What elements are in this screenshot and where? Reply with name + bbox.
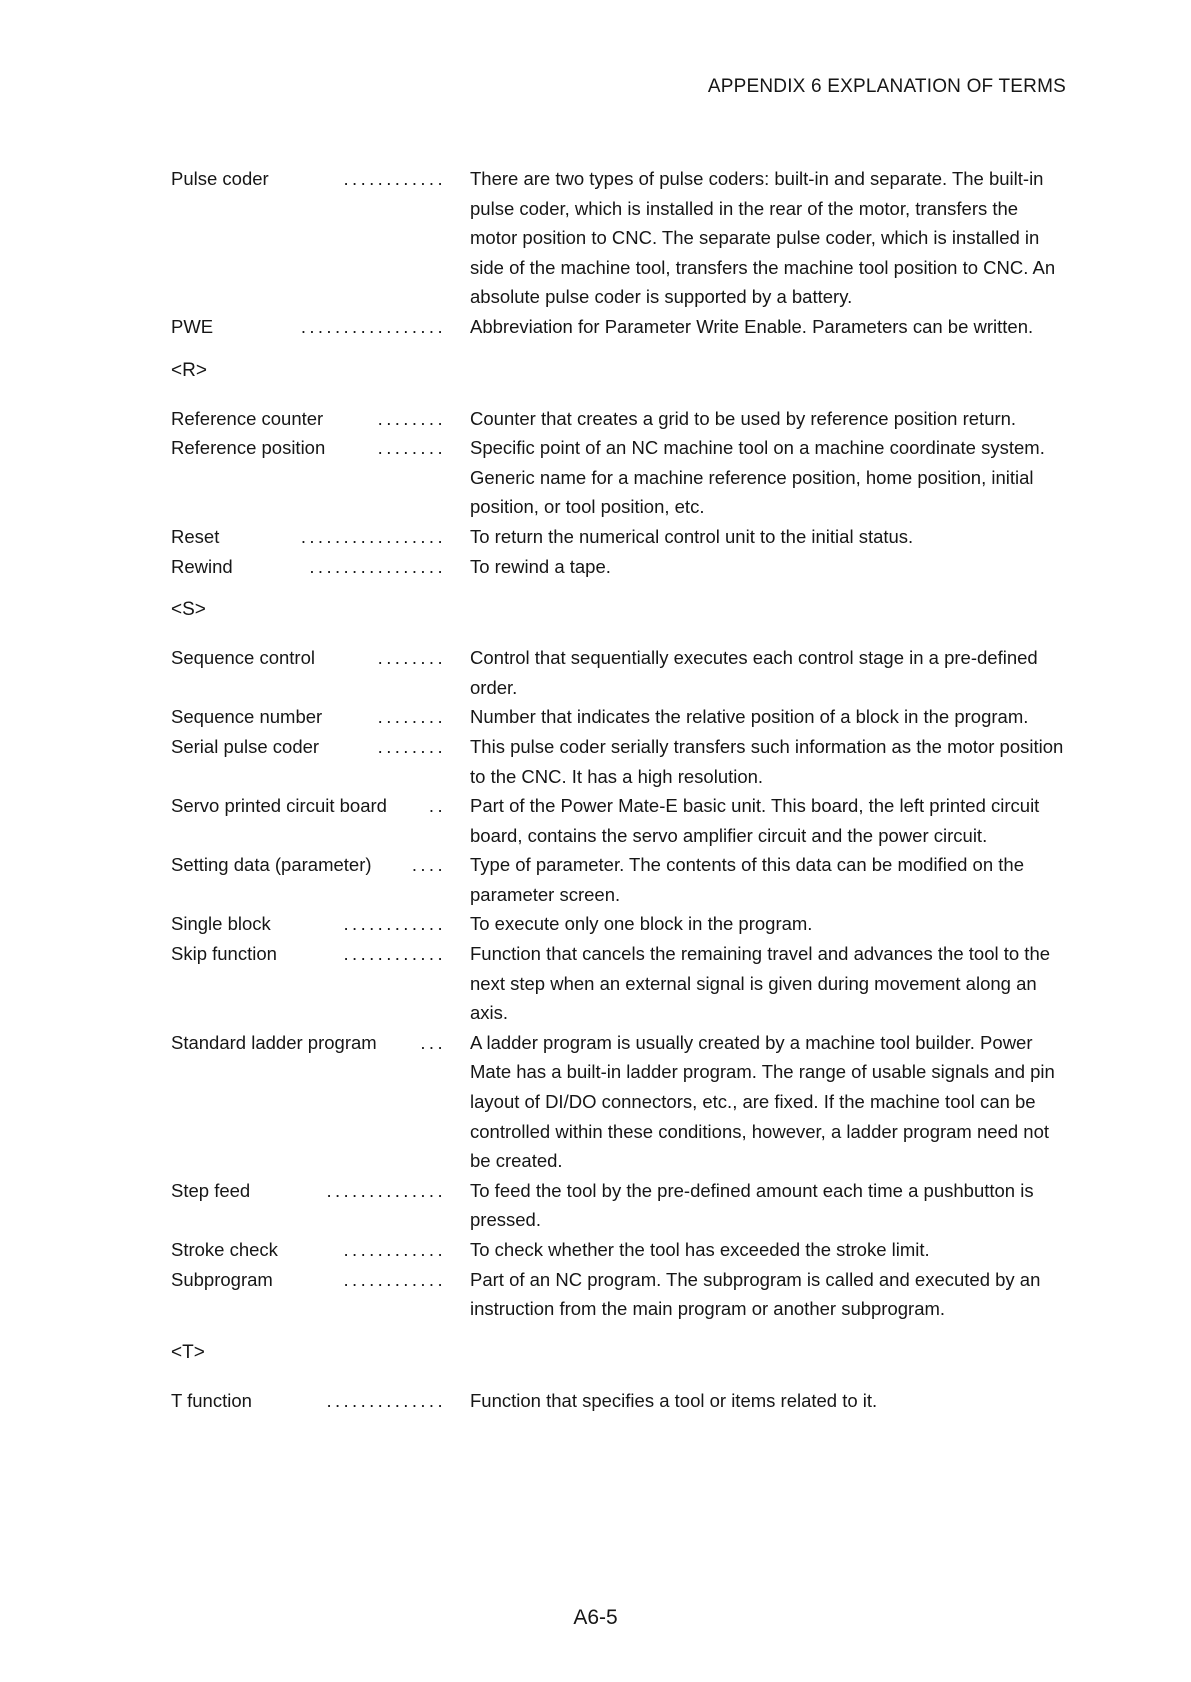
glossary-definition: Part of an NC program. The subprogram is called and executed by an instruction from the main program or another subprogram. [470, 1268, 1041, 1320]
leader-dots: ................. [300, 315, 446, 337]
glossary-definition: There are two types of pulse coders: built-in and separate. The built-in pulse coder, which is installed in the rear of the motor, transfers the motor position to CNC. The separate pulse coder, which is installed in side of the machine tool, transfers the machine tool position to CNC. An absolute pulse coder is supported by a battery. [470, 168, 1056, 308]
glossary-definition: Function that cancels the remaining travel and advances the tool to the next step when an external signal is given during movement along an axis. [470, 943, 1051, 1024]
glossary-term: Setting data (parameter) [171, 854, 372, 876]
glossary-term: Serial pulse coder [171, 735, 320, 757]
glossary-definition: Counter that creates a grid to be used by reference position return. [470, 407, 1017, 429]
glossary-term: Subprogram [171, 1268, 273, 1290]
leader-dots: ............ [343, 1239, 446, 1260]
glossary-definition: To check whether the tool has exceeded the stroke limit. [470, 1239, 930, 1260]
leader-dots: ........ [377, 647, 446, 669]
glossary-term: Pulse coder [171, 168, 269, 189]
glossary-entry [171, 939, 1071, 1028]
glossary-entry [171, 552, 1071, 582]
glossary-entry [171, 1386, 1071, 1416]
glossary-entry [171, 909, 1071, 939]
glossary-definition: Specific point of an NC machine tool on a machine coordinate system. Generic name for a machine reference position, home position, initial position, or tool position, etc. [470, 437, 1045, 518]
glossary-definition: This pulse coder serially transfers such information as the motor position to the CNC. It has a high resolution. [470, 735, 1064, 787]
page-number: A6-5 [573, 1606, 618, 1629]
section-heading-s: <S> [171, 599, 206, 621]
glossary-entry [171, 732, 1071, 791]
leader-dots: .............. [326, 1179, 446, 1201]
glossary-entry [171, 1176, 1071, 1235]
glossary-definition: Number that indicates the relative position of a block in the program. [470, 706, 1029, 728]
glossary-definition: Part of the Power Mate-E basic unit. This board, the left printed circuit board, contains the servo amplifier circuit and the power circuit. [470, 795, 1040, 846]
glossary-entry [171, 522, 1071, 552]
section-heading-r: <R> [171, 359, 207, 381]
glossary-entry [171, 164, 1071, 312]
leader-dots: ........ [377, 437, 446, 459]
glossary-term: Rewind [171, 555, 233, 577]
glossary-entry [171, 850, 1071, 909]
glossary-list [171, 164, 1071, 1415]
page-header: APPENDIX 6 EXPLANATION OF TERMS [707, 76, 1066, 97]
leader-dots: ............ [343, 168, 446, 189]
leader-dots: .... [411, 854, 446, 876]
glossary-entry [171, 1235, 1071, 1265]
glossary-definition: To execute only one block in the program. [470, 913, 813, 935]
glossary-term: Sequence number [171, 706, 323, 728]
glossary-definition: Function that specifies a tool or items related to it. [470, 1389, 878, 1411]
leader-dots: ................ [309, 555, 446, 577]
leader-dots: ........ [377, 706, 446, 728]
leader-dots: ................. [300, 525, 446, 547]
glossary-entry [171, 1265, 1071, 1324]
leader-dots: ........ [377, 735, 446, 757]
glossary-entry [171, 702, 1071, 732]
glossary-term: Stroke check [171, 1239, 278, 1260]
glossary-entry [171, 1028, 1071, 1176]
glossary-entry [171, 404, 1071, 434]
leader-dots: ............ [343, 913, 446, 935]
glossary-definition: To feed the tool by the pre-defined amount each time a pushbutton is pressed. [470, 1179, 1034, 1231]
glossary-term: Reference counter [171, 407, 324, 429]
glossary-term: Reference position [171, 437, 326, 459]
glossary-entry [171, 791, 1071, 850]
leader-dots: .............. [326, 1389, 446, 1411]
glossary-definition: Type of parameter. The contents of this data can be modified on the parameter screen. [470, 854, 1024, 905]
leader-dots: ... [420, 1031, 446, 1053]
glossary-term: Reset [171, 525, 220, 547]
glossary-entry [171, 433, 1071, 522]
glossary-term: Skip function [171, 943, 277, 965]
glossary-term: Step feed [171, 1179, 251, 1201]
glossary-definition: To return the numerical control unit to the initial status. [470, 525, 914, 547]
glossary-definition: Abbreviation for Parameter Write Enable. Parameters can be written. [470, 315, 1034, 337]
glossary-term: Sequence control [171, 647, 315, 669]
leader-dots: .. [428, 795, 446, 817]
glossary-definition: A ladder program is usually created by a machine tool builder. Power Mate has a built-in ladder program. The range of usable signals and pin layout of DI/DO connectors, etc., are fixed. If the machine tool can be controlled within these conditions, however, a ladder program need not be created. [470, 1031, 1055, 1172]
leader-dots: ............ [343, 1268, 446, 1290]
glossary-term: Standard ladder program [171, 1031, 377, 1053]
glossary-term: T function [171, 1389, 252, 1411]
glossary-entry [171, 312, 1071, 342]
glossary-term: Single block [171, 913, 271, 935]
section-heading-t: <T> [171, 1341, 205, 1363]
glossary-term: Servo printed circuit board [171, 795, 387, 817]
glossary-entry [171, 643, 1071, 702]
glossary-term: PWE [171, 315, 214, 337]
glossary-definition: Control that sequentially executes each control stage in a pre-defined order. [470, 647, 1038, 698]
leader-dots: ........ [377, 407, 446, 429]
glossary-definition: To rewind a tape. [470, 555, 611, 577]
leader-dots: ............ [343, 943, 446, 965]
